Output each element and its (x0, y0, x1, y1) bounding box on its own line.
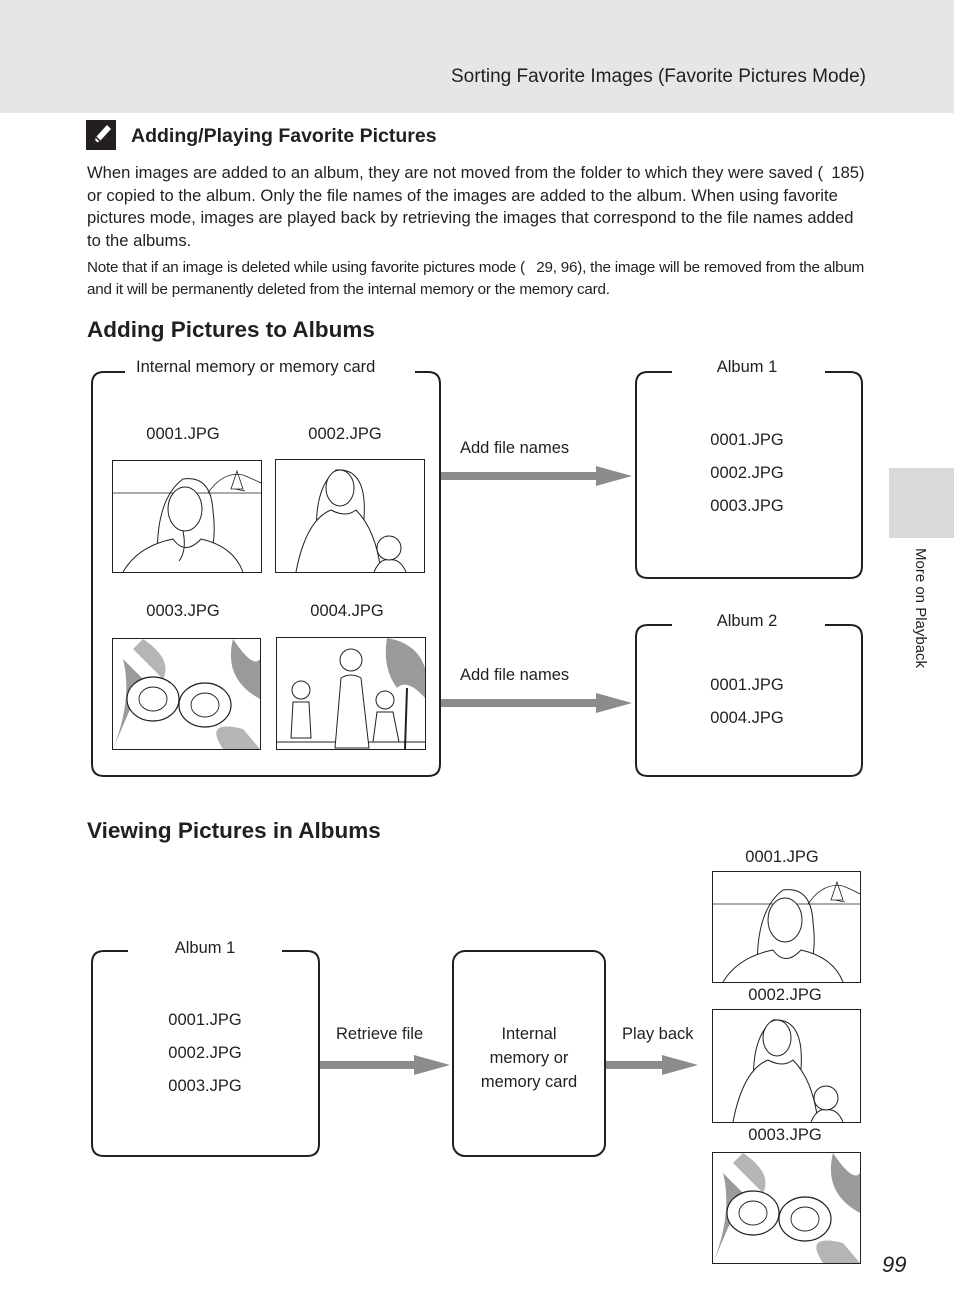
file-label-1: 0001.JPG (146, 425, 220, 443)
note-title: Adding/Playing Favorite Pictures (131, 125, 437, 147)
note-paragraph-2: Note that if an image is deleted while using favorite pictures mode ( 29, 96), the image will be removed from the album and it will be permanently deleted from the internal memory or the memory card. (87, 259, 865, 298)
retrieve-label: Retrieve file (336, 1025, 424, 1043)
view-album-file-1: 0001.JPG (168, 1011, 242, 1029)
arrow-playback (606, 1055, 698, 1075)
album1-file-1: 0001.JPG (710, 431, 784, 449)
output-label-1: 0001.JPG (745, 848, 819, 866)
thumbnail-flowers (112, 638, 261, 750)
arrow-add-1 (441, 466, 632, 486)
arrow-label-add-1: Add file names (460, 439, 570, 457)
output-label-2: 0002.JPG (748, 986, 822, 1004)
note-paragraph-1: When images are added to an album, they are not moved from the folder to which they were saved ( 185) or copied to the album. Only the file names of the images are added to the album. When using favorite pictures mode, images are played back by retrieving the images that correspond to the file names added to the albums. (87, 163, 865, 250)
page-number: 99 (882, 1252, 907, 1277)
thumbnail-family (276, 637, 426, 750)
album1-label: Album 1 (716, 358, 778, 376)
view-album-label: Album 1 (174, 939, 236, 957)
output-thumbnail-flowers (712, 1152, 861, 1264)
output-thumbnail-mother-child (712, 1009, 861, 1123)
file-label-4: 0004.JPG (310, 602, 384, 620)
storage-line-3: memory card (480, 1073, 578, 1091)
arrow-add-2 (441, 693, 632, 713)
view-album-file-2: 0002.JPG (168, 1044, 242, 1062)
album2-label: Album 2 (716, 612, 778, 630)
arrow-label-add-2: Add file names (460, 666, 570, 684)
section-title-viewing: Viewing Pictures in Albums (87, 818, 381, 843)
storage-line-2: memory or (489, 1049, 569, 1067)
page-header-title: Sorting Favorite Images (Favorite Pictures Mode) (451, 66, 866, 87)
album2-file-1: 0001.JPG (710, 676, 784, 694)
album1-file-3: 0003.JPG (710, 497, 784, 515)
output-thumbnail-portrait-lake (712, 871, 861, 983)
storage-line-1: Internal (501, 1025, 557, 1043)
view-album-file-3: 0003.JPG (168, 1077, 242, 1095)
playback-label: Play back (622, 1025, 694, 1043)
album2-frame (636, 625, 862, 776)
album2-file-2: 0004.JPG (710, 709, 784, 727)
album1-file-2: 0002.JPG (710, 464, 784, 482)
thumbnail-portrait-lake (112, 460, 262, 573)
arrow-retrieve (320, 1055, 450, 1075)
output-label-3: 0003.JPG (748, 1126, 822, 1144)
file-label-2: 0002.JPG (308, 425, 382, 443)
thumbnail-mother-child (275, 459, 425, 573)
source-label: Internal memory or memory card (136, 358, 376, 376)
chapter-tab-label: More on Playback (912, 548, 929, 669)
section-title-adding: Adding Pictures to Albums (87, 317, 375, 342)
file-label-3: 0003.JPG (146, 602, 220, 620)
